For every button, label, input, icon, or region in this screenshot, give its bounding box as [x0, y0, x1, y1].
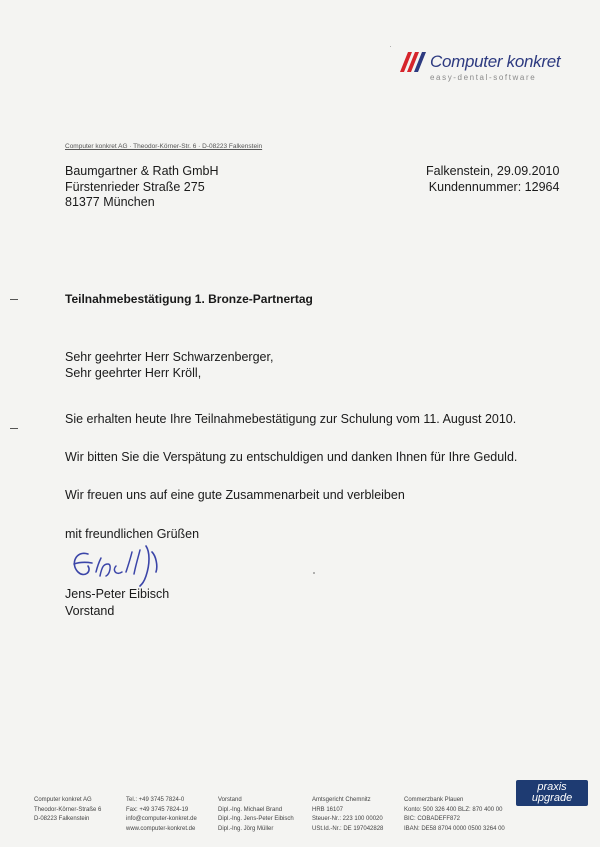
footer-bank-line: BIC: COBADEFF872: [404, 816, 461, 822]
footer-bank: [404, 796, 505, 834]
recipient-city: 81377 München: [65, 195, 155, 209]
paper-speck: [390, 46, 391, 47]
footer-company: [34, 796, 101, 825]
paper-speck: [313, 572, 315, 574]
sender-return-address: Computer konkret AG · Theodor-Körner-Str. 6 · D-08223 Falkenstein: [65, 143, 263, 150]
footer-board-line: Dipl.-Ing. Jörg Müller: [218, 825, 274, 832]
footer-bank-line: Konto: 500 326 400 BLZ: 870 400 00: [404, 806, 503, 813]
body-paragraph-1: Sie erhalten heute Ihre Teilnahmebestätigung zur Schulung vom 11. August 2010.: [65, 412, 517, 426]
fold-mark-hole: [10, 428, 18, 429]
footer-contact: [126, 796, 197, 834]
footer-website: www.computer-konkret.de: [126, 825, 196, 832]
customer-number: Kundennummer: 12964: [428, 179, 560, 194]
signer-name: Jens-Peter Eibisch: [65, 587, 170, 601]
footer-company-line: Theodor-Körner-Straße 6: [34, 806, 102, 813]
footer-registry-line: Amtsgericht Chemnitz: [312, 797, 371, 803]
salutation-line-1: Sehr geehrter Herr Schwarzenberger,: [65, 350, 274, 364]
salutation-line-2: Sehr geehrter Herr Kröll,: [65, 366, 202, 380]
praxis-upgrade-badge: [516, 780, 588, 806]
footer-bank-line: Commerzbank Plauen: [404, 797, 464, 803]
footer-company-line: D-08223 Falkenstein: [34, 816, 90, 822]
footer-board-line: Dipl.-Ing. Michael Brand: [218, 806, 283, 813]
footer-email: info@computer-konkret.de: [126, 816, 197, 822]
letter-meta: [426, 164, 559, 195]
closing-greeting: mit freundlichen Grüßen: [65, 527, 200, 541]
footer-bank-line: IBAN: DE58 8704 0000 0500 3264 00: [404, 825, 505, 832]
footer-board: [218, 796, 294, 834]
footer-board-line: Vorstand: [218, 797, 242, 803]
body-paragraph-3: Wir freuen uns auf eine gute Zusammenarbeit und verbleiben: [65, 488, 405, 502]
body-paragraph-2: Wir bitten Sie die Verspätung zu entschuldigen und danken Ihnen für Ihre Geduld.: [65, 450, 518, 464]
handwritten-signature: [66, 542, 176, 587]
signer-role: Vorstand: [65, 604, 115, 618]
fold-mark-top: [10, 299, 18, 300]
footer-board-line: Dipl.-Ing. Jens-Peter Eibisch: [218, 816, 294, 822]
badge-line-2: upgrade: [531, 792, 573, 804]
place-date: Falkenstein, 29.09.2010: [426, 164, 560, 178]
footer-registry-line: HRB 16107: [312, 806, 344, 813]
company-logo: [400, 48, 580, 88]
footer-company-line: Computer konkret AG: [34, 797, 92, 803]
logo-tagline: easy-dental-software: [430, 73, 537, 82]
footer-fax: Fax: +49 3745 7824-19: [126, 806, 189, 813]
recipient-street: Fürstenrieder Straße 275: [65, 179, 205, 194]
badge-line-1: praxis: [537, 781, 567, 793]
logo-slash-icon: [400, 52, 432, 72]
recipient-address: [65, 164, 219, 211]
footer-phone: Tel.: +49 3745 7824-0: [126, 797, 185, 803]
footer-registry-line: USt.Id.-Nr.: DE 197042828: [312, 825, 384, 832]
letter-subject: Teilnahmebestätigung 1. Bronze-Partnertag: [65, 292, 313, 306]
footer-registry: [312, 796, 383, 834]
footer-registry-line: Steuer-Nr.: 223 100 00020: [312, 816, 383, 822]
recipient-company: Baumgartner & Rath GmbH: [65, 164, 219, 178]
logo-brand-text: Computer konkret: [430, 52, 561, 71]
